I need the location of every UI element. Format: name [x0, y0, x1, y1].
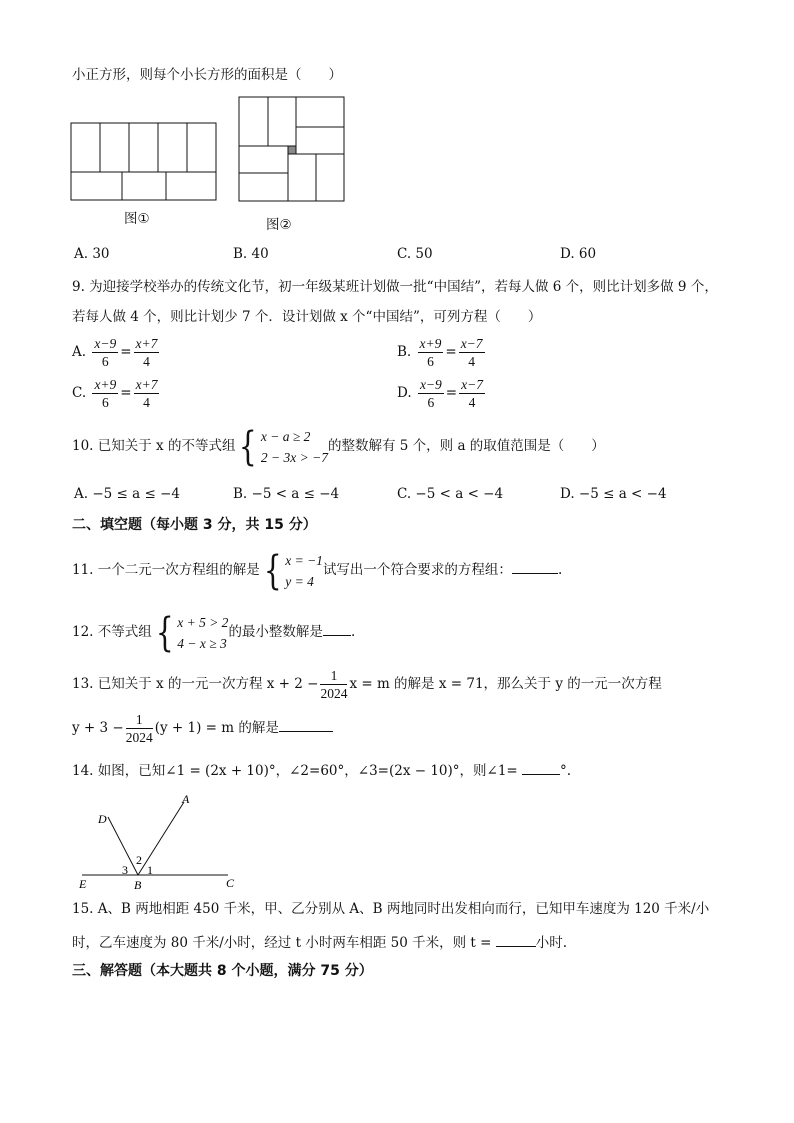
angle-3-label: 3 — [122, 863, 128, 877]
q10-option-c[interactable]: C. −5 < a < −4 — [397, 486, 504, 502]
label-c: C — [226, 876, 235, 890]
figure-2 — [238, 96, 346, 202]
q12-answer-blank[interactable] — [323, 621, 351, 636]
label-b: B — [134, 878, 142, 892]
fig2-label: 图② — [266, 217, 292, 233]
q15-line2: 时，乙车速度为 80 千米/小时，经过 t 小时两车相距 50 千米，则 t = 小时. — [72, 932, 567, 952]
q8-option-d[interactable]: D. 60 — [560, 246, 597, 262]
q10-option-d[interactable]: D. −5 ≤ a < −4 — [560, 486, 667, 502]
label-d: D — [98, 812, 107, 826]
ray-ba — [138, 802, 184, 875]
q12-text: 12. 不等式组{ x + 5 > 2 4 − x ≥ 3 的最小整数解是 . — [72, 609, 356, 656]
q9-text-line2: 若每人做 4 个，则比计划少 7 个．设计划做 x 个“中国结”，可列方程（ ） — [72, 309, 542, 325]
q15-answer-blank[interactable] — [496, 932, 536, 947]
section-2-title: 二、填空题（每小题 3 分，共 15 分） — [72, 517, 317, 533]
q9-option-d[interactable]: D. $\frac{x-9}{6}$ = $\frac{x-7}{4}$ — [397, 377, 483, 410]
q11-text: 11. 一个二元一次方程组的解是{ x = −1 y = 4 试写出一个符合要求的方程组： . — [72, 547, 563, 594]
fig1-label: 图① — [124, 211, 150, 227]
figure-1 — [70, 122, 218, 202]
q8-option-b[interactable]: B. 40 — [233, 246, 269, 262]
label-e: E — [79, 877, 87, 891]
q10-option-a[interactable]: A. −5 ≤ a ≤ −4 — [74, 486, 180, 502]
fig2-small-square — [288, 146, 296, 154]
fig1-outer — [71, 123, 216, 200]
q13-line1: 13. 已知关于 x 的一元一次方程 x + 2 − $\frac{1}{2024}$ x = m 的解是 x = 71，那么关于 y 的一元一次方程 — [72, 668, 662, 701]
q9-option-b[interactable]: B. $\frac{x+9}{6}$ = $\frac{x-7}{4}$ — [397, 336, 483, 369]
angle-1-label: 1 — [147, 863, 153, 877]
angle-2-label: 2 — [136, 853, 142, 867]
q8-text: 小正方形，则每个小长方形的面积是（ ） — [72, 67, 342, 83]
q8-option-a[interactable]: A. 30 — [74, 246, 110, 262]
q15-line1: 15. A、B 两地相距 450 千米，甲、乙分别从 A、B 两地同时出发相向而行，已知甲车速度为 120 千米/小 — [72, 901, 710, 917]
q9-text-line1: 9. 为迎接学校举办的传统文化节，初一年级某班计划做一批“中国结”，若每人做 6 个，则比计划多做 9 个， — [72, 279, 718, 295]
q14-answer-blank[interactable] — [522, 760, 560, 775]
section-3-title: 三、解答题（本大题共 8 个小题，满分 75 分） — [72, 963, 373, 979]
q11-answer-blank[interactable] — [512, 559, 558, 574]
q13-line2: y + 3 − $\frac{1}{2024}$ (y + 1) = m 的解是 — [72, 708, 333, 748]
q9-option-c[interactable]: C. $\frac{x+9}{6}$ = $\frac{x+7}{4}$ — [72, 377, 158, 410]
q13-answer-blank[interactable] — [279, 717, 333, 732]
q9-option-a[interactable]: A. $\frac{x-9}{6}$ = $\frac{x+7}{4}$ — [72, 336, 158, 369]
q10-text: 10. 已知关于 x 的不等式组{ x − a ≥ 2 2 − 3x > −7 的整数解有 5 个，则 a 的取值范围是（ ） — [72, 423, 605, 470]
q8-option-c[interactable]: C. 50 — [397, 246, 433, 262]
q10-brace: { — [239, 423, 258, 470]
angle-figure — [76, 790, 246, 894]
label-a: A — [182, 792, 190, 806]
q10-option-b[interactable]: B. −5 < a ≤ −4 — [233, 486, 340, 502]
q14-text: 14. 如图，已知∠1 = (2x + 10)°，∠2=60°，∠3=(2x − 10)°，则∠1= °. — [72, 760, 571, 780]
